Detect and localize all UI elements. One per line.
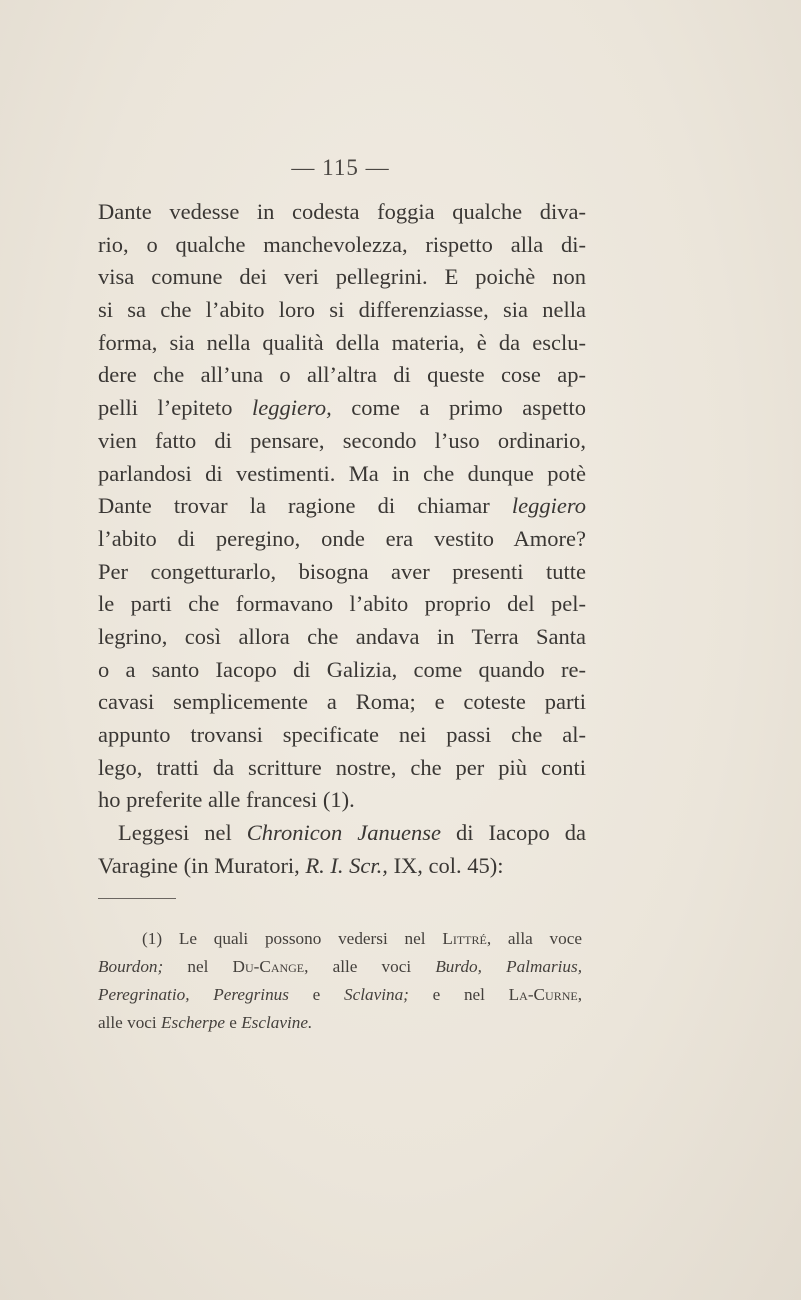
text-line: vien fatto di pensare, secondo l’uso ordinario, [98,427,586,453]
text-line: Per congetturarlo, bisogna aver presenti tutte [98,558,586,584]
text-line: appunto trovansi specificate nei passi che al- [98,722,586,747]
footnote-separator [98,898,176,899]
footnote-line: (1) Le quali possono vedersi nel Littré, alla voce [142,929,582,948]
text-line: Dante trovar la ragione di chiamar leggiero [98,493,586,519]
text-line: cavasi semplicemente a Roma; e coteste parti [98,689,586,715]
text-line: pelli l’epiteto leggiero, come a primo aspetto [98,395,586,421]
text-line: Leggesi nel Chronicon Januense di Iacopo da [118,820,586,846]
text-line: parlandosi di vestimenti. Ma in che dunque potè [98,460,586,486]
body-text [98,196,586,882]
page-number: — 115 — [291,155,390,180]
text-line: ho preferite alle francesi (1). [98,787,355,813]
text-line: si sa che l’abito loro si differenziasse, sia nella [98,297,586,323]
text-line: o a santo Iacopo di Galizia, come quando re- [98,656,586,682]
text-line: visa comune dei veri pellegrini. E poichè non [98,264,586,290]
footnote-line: alle voci Escherpe e Esclavine. [98,1013,313,1032]
footnote [98,925,582,1037]
text-line: dere che all’una o all’altra di queste cose ap- [98,362,586,388]
text-line: rio, o qualche manchevolezza, rispetto alla di- [98,231,586,257]
footnote-line: Peregrinatio, Peregrinus e Sclavina; e nel La-Curne, [98,985,582,1004]
text-line: le parti che formavano l’abito proprio del pel- [98,591,586,617]
footnote-line: Bourdon; nel Du-Cange, alle voci Burdo, Palmarius, [98,957,583,976]
text-line: legrino, così allora che andava in Terra Santa [98,623,586,649]
text-line: Varagine (in Muratori, R. I. Scr., IX, col. 45): [98,852,504,878]
text-line: forma, sia nella qualità della materia, è da esclu- [98,329,586,355]
text-line: l’abito di peregino, onde era vestito Amore? [98,525,586,551]
text-line: Dante vedesse in codesta foggia qualche diva- [98,199,586,224]
text-line: lego, tratti da scritture nostre, che per più conti [98,754,586,780]
